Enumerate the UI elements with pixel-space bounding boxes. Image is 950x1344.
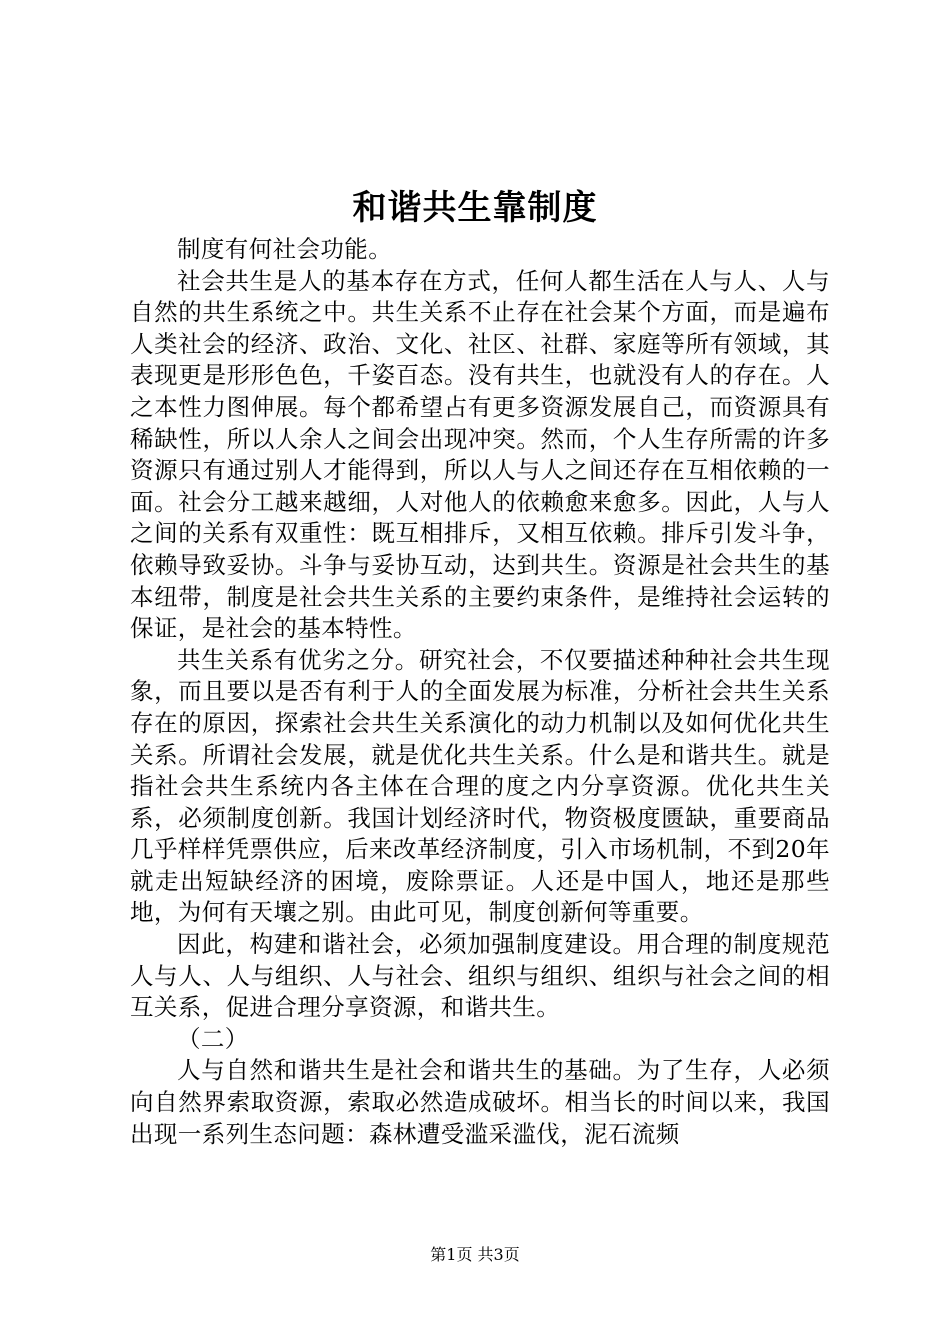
paragraph: 共生关系有优劣之分。研究社会，不仅要描述种种社会共生现象，而且要以是否有利于人的全面发展为标准，分析社会共生关系存在的原因，探索社会共生关系演化的动力机制以及如何优化共生关系。所谓社会发展，就是优化共生关系。什么是和谐共生。就是指社会共生系统内各主体在合理的度之内分享资源。优化共生关系，必须制度创新。我国计划经济时代，物资极度匮缺，重要商品几乎样样凭票供应，后来改革经济制度，引入市场机制，不到20年就走出短缺经济的困境，废除票证。人还是中国人，地还是那些地，为何有天壤之别。由此可见，制度创新何等重要。 xyxy=(130,645,830,927)
paragraph: 制度有何社会功能。 xyxy=(177,235,393,263)
page-footer: 第1页 共3页 xyxy=(430,1245,520,1264)
paragraph: 因此，构建和谐社会，必须加强制度建设。用合理的制度规范人与人、人与组织、人与社会、组织与组织、组织与社会之间的相互关系，促进合理分享资源，和谐共生。 xyxy=(130,930,830,1022)
paragraph: 社会共生是人的基本存在方式，任何人都生活在人与人、人与自然的共生系统之中。共生关系不止存在社会某个方面，而是遍布人类社会的经济、政治、文化、社区、社群、家庭等所有领域，其表现更是形形色色，千姿百态。没有共生，也就没有人的存在。人之本性力图伸展。每个都希望占有更多资源发展自己，而资源具有稀缺性，所以人余人之间会出现冲突。然而，个人生存所需的许多资源只有通过别人才能得到，所以人与人之间还存在互相依赖的一面。社会分工越来越细，人对他人的依赖愈来愈多。因此，人与人之间的关系有双重性：既互相排斥，又相互依赖。排斥引发斗争，依赖导致妥协。斗争与妥协互动，达到共生。资源是社会共生的基本纽带，制度是社会共生关系的主要约束条件，是维持社会运转的保证，是社会的基本特性。 xyxy=(130,266,830,643)
section-heading: （二） xyxy=(177,1024,249,1053)
document-body xyxy=(130,234,830,1150)
document-title: 和谐共生靠制度 xyxy=(352,188,598,228)
paragraph: 人与自然和谐共生是社会和谐共生的基础。为了生存，人必须向自然界索取资源，索取必然造成破坏。相当长的时间以来，我国出现一系列生态问题：森林遭受滥采滥伐，泥石流频 xyxy=(130,1056,830,1148)
